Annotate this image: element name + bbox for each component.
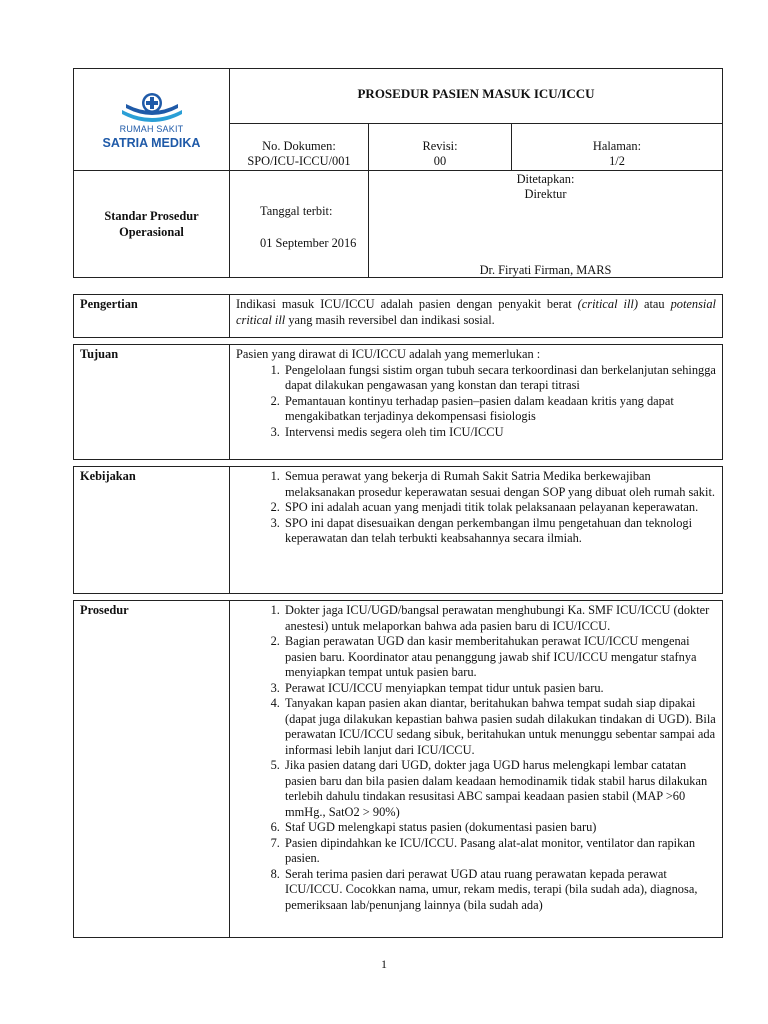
pengertian-text — [230, 295, 723, 338]
pengertian-text-part1: Indikasi masuk ICU/ICCU adalah pasien dengan penyakit berat — [236, 297, 578, 311]
section-tujuan — [74, 345, 723, 460]
prosedur-content — [230, 601, 723, 938]
revision-cell — [369, 124, 512, 171]
spo-label-cell — [74, 171, 230, 278]
document-title: PROSEDUR PASIEN MASUK ICU/ICCU — [230, 69, 723, 124]
section-label-prosedur: Prosedur — [74, 601, 230, 938]
section-label-kebijakan: Kebijakan — [74, 467, 230, 594]
logo-text-satria-medika: SATRIA MEDIKA — [102, 135, 201, 150]
section-prosedur — [74, 601, 723, 938]
section-kebijakan — [74, 467, 723, 594]
section-label-pengertian: Pengertian — [74, 295, 230, 338]
issue-date-cell — [230, 171, 369, 278]
page-number: 1 — [381, 957, 387, 971]
list-item: 2. SPO ini adalah acuan yang menjadi titik tolak pelaksanaan pelayanan keperawatan. — [283, 500, 716, 516]
issue-date-value: 01 September 2016 — [260, 236, 357, 250]
pengertian-text-potensial: potensial critical ill — [236, 297, 716, 327]
list-item: 2. Bagian perawatan UGD dan kasir memberitahukan perawat ICU/ICCU mengenai pasien baru. Koordinator atau penanggung jawab shif ICU/ICCU mengatur stafnya menyiapkan tempat untuk pasien baru. — [283, 634, 716, 681]
approver-name: Dr. Firyati Firman, MARS — [479, 263, 612, 277]
logo-cell — [74, 69, 230, 171]
logo-text-rumah-sakit: RUMAH SAKIT — [119, 123, 184, 134]
approval-label: Ditetapkan: — [516, 172, 575, 186]
list-item: 4. Tanyakan kapan pasien akan diantar, beritahukan bahwa tempat sudah siap dipakai (dapat juga dilakukan kepastian bahwa pasien sudah dilakukan tindakan di UGD). Bila perawatan ICU/ICCU sedang sibuk, beritahukan untuk menunggu sebentar sampai ada informasi lebih lanjut dari ICU/ICCU. — [283, 696, 716, 758]
document-number-value: SPO/ICU-ICCU/001 — [247, 154, 351, 168]
approval-role: Direktur — [524, 187, 567, 201]
revision-value: 00 — [433, 154, 447, 168]
tujuan-content — [230, 345, 723, 460]
list-item: 5. Jika pasien datang dari UGD, dokter jaga UGD harus melengkapi lembar catatan pasien baru dan bila pasien dalam keadaan hemodinamik tidak stabil harus dilakukan terlebih dahulu tindakan resusitasi ABC sampai keadaan pasien stabil (MAP >60 mmHg., SatO2 > 90%) — [283, 758, 716, 820]
list-item: 3. Intervensi medis segera oleh tim ICU/ICCU — [283, 425, 716, 441]
list-item: 8. Serah terima pasien dari perawat UGD atau ruang perawatan kepada perawat ICU/ICCU. Cocokkan nama, umur, rekam medis, terapi (bila sudah ada), diagnosa, pemeriksaan lab/penunjang lainnya (bila sudah ada) — [283, 867, 716, 914]
pengertian-text-critical-ill: (critical ill) — [577, 297, 638, 311]
cross-shield-icon — [120, 92, 184, 124]
tujuan-list — [236, 363, 716, 441]
procedure-content-table — [73, 294, 723, 938]
kebijakan-content — [230, 467, 723, 594]
page-cell — [512, 124, 723, 171]
list-item: 7. Pasien dipindahkan ke ICU/ICCU. Pasang alat-alat monitor, ventilator dan rapikan pasien. — [283, 836, 716, 867]
section-pengertian — [74, 295, 723, 338]
spo-label-line1: Standar Prosedur — [104, 209, 199, 223]
list-item: 3. Perawat ICU/ICCU menyiapkan tempat tidur untuk pasien baru. — [283, 681, 716, 697]
list-item: 6. Staf UGD melengkapi status pasien (dokumentasi pasien baru) — [283, 820, 716, 836]
document-number-cell — [230, 124, 369, 171]
approval-cell — [369, 171, 723, 278]
row-spacer — [74, 460, 723, 467]
row-spacer — [74, 594, 723, 601]
document-number-label: No. Dokumen: — [262, 139, 336, 153]
list-item: 3. SPO ini dapat disesuaikan dengan perkembangan ilmu pengetahuan dan teknologi keperawatan dan telah terbukti keabsahannya secara ilmiah. — [283, 516, 716, 547]
page-label: Halaman: — [592, 139, 642, 153]
page-value: 1/2 — [609, 154, 625, 168]
row-spacer — [74, 338, 723, 345]
prosedur-list — [236, 603, 716, 913]
pengertian-text-part3: atau — [637, 297, 671, 311]
list-item: 1. Pengelolaan fungsi sistim organ tubuh secara terkoordinasi dan berkelanjutan sehingga dapat dilakukan pengawasan yang konstan dan terapi titrasi — [283, 363, 716, 394]
list-item: 1. Semua perawat yang bekerja di Rumah Sakit Satria Medika berkewajiban melaksanakan prosedur keperawatan sesuai dengan SOP yang dibuat oleh rumah sakit. — [283, 469, 716, 500]
hospital-logo — [74, 70, 229, 170]
revision-label: Revisi: — [422, 139, 458, 153]
issue-date-label: Tanggal terbit: — [260, 204, 333, 218]
section-label-tujuan: Tujuan — [74, 345, 230, 460]
document-header-table — [73, 68, 723, 278]
list-item: 2. Pemantauan kontinyu terhadap pasien–pasien dalam keadaan kritis yang dapat mengakibatkan terjadinya dekompensasi fisiologis — [283, 394, 716, 425]
list-item: 1. Dokter jaga ICU/UGD/bangsal perawatan menghubungi Ka. SMF ICU/ICCU (dokter anestesi) untuk melaporkan bahwa ada pasien baru di ICU/ICCU. — [283, 603, 716, 634]
pengertian-text-part5: yang masih reversibel dan indikasi sosial. — [285, 312, 495, 327]
spo-label-line2: Operasional — [119, 225, 184, 239]
kebijakan-list — [236, 469, 716, 547]
tujuan-intro: Pasien yang dirawat di ICU/ICCU adalah yang memerlukan : — [236, 347, 541, 361]
